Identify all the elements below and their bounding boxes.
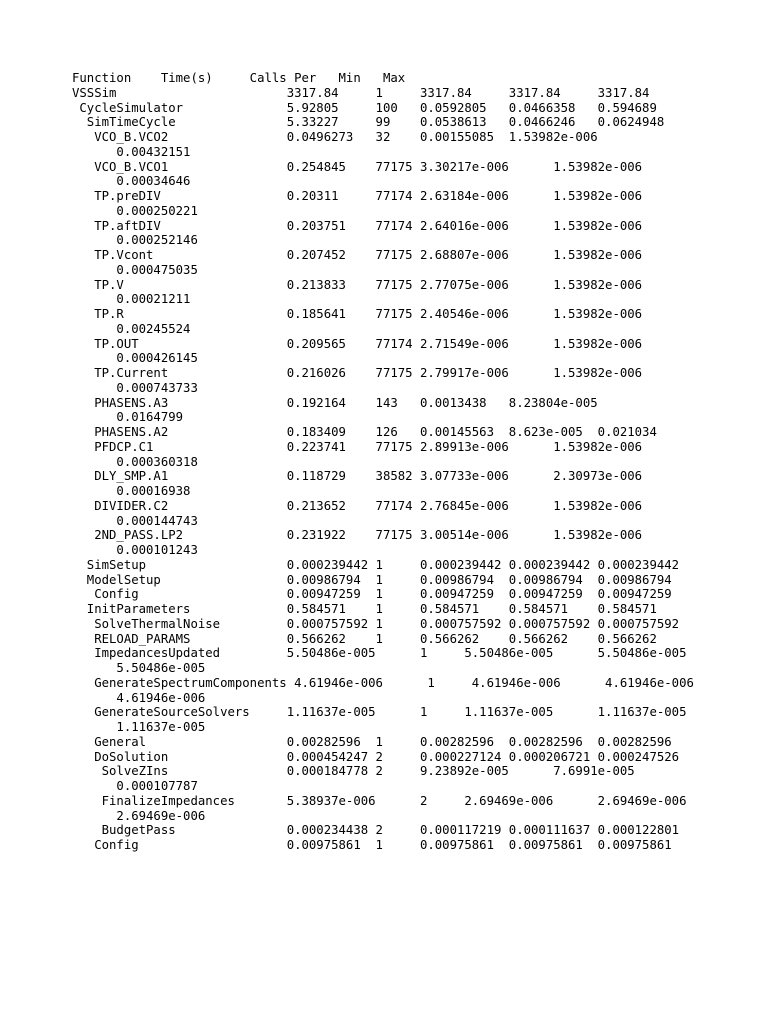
report-line: TP.V 0.213833 77175 2.77075e-006 1.53982e-006 [72,277,643,292]
report-line: 2.69469e-006 [72,808,206,823]
report-line: Config 0.00975861 1 0.00975861 0.00975861 0.00975861 [72,838,672,852]
report-line: 0.000475035 [72,262,198,277]
report-line: 2ND_PASS.LP2 0.231922 77175 3.00514e-006 1.53982e-006 [72,528,643,543]
report-line: Config 0.00947259 1 0.00947259 0.00947259 0.00947259 [72,587,672,602]
report-line: 0.000360318 [72,454,198,469]
report-line: 0.000107787 [72,779,198,793]
report-line: 0.000144743 [72,513,198,528]
report-line: 0.000101243 [72,543,198,557]
report-line: 0.0164799 [72,410,184,425]
report-line: GenerateSourceSolvers 1.11637e-005 1 1.11637e-005 1.11637e-005 [72,705,687,720]
report-line: 0.00245524 [72,321,191,336]
report-line: PHASENS.A2 0.183409 126 0.00145563 8.623e-005 0.021034 [72,425,657,439]
report-line: SolveThermalNoise 0.000757592 1 0.000757592 0.000757592 0.000757592 [72,616,680,631]
report-line: TP.Vcont 0.207452 77175 2.68807e-006 1.53982e-006 [72,248,643,262]
report-line: 0.000250221 [72,203,198,218]
report-line: TP.Current 0.216026 77175 2.79917e-006 1.53982e-006 [72,366,643,380]
report-line: 5.50486e-005 [72,661,206,675]
report-line: 0.000426145 [72,351,198,366]
report-line: SimTimeCycle 5.33227 99 0.0538613 0.0466246 0.0624948 [72,115,665,130]
profiler-report [72,71,694,853]
report-line: 0.00016938 [72,484,191,498]
report-line: PHASENS.A3 0.192164 143 0.0013438 8.23804e-005 [72,395,598,410]
report-line: 0.000743733 [72,380,198,395]
report-line: DIVIDER.C2 0.213652 77174 2.76845e-006 1.53982e-006 [72,498,643,513]
report-line: DLY_SMP.A1 0.118729 38582 3.07733e-006 2.30973e-006 [72,469,643,484]
report-line: 0.00021211 [72,292,191,307]
report-line: RELOAD_PARAMS 0.566262 1 0.566262 0.566262 0.566262 [72,631,657,646]
report-line: TP.OUT 0.209565 77174 2.71549e-006 1.53982e-006 [72,336,643,351]
report-line: BudgetPass 0.000234438 2 0.000117219 0.000111637 0.000122801 [72,823,680,838]
report-line: FinalizeImpedances 5.38937e-006 2 2.69469e-006 2.69469e-006 [72,793,687,808]
report-line: TP.R 0.185641 77175 2.40546e-006 1.53982e-006 [72,307,643,321]
report-line: 0.00432151 [72,144,191,159]
report-line: TP.aftDIV 0.203751 77174 2.64016e-006 1.53982e-006 [72,218,643,233]
report-line: GenerateSpectrumComponents 4.61946e-006 1 4.61946e-006 4.61946e-006 [72,675,694,690]
report-line: VCO_B.VCO2 0.0496273 32 0.00155085 1.53982e-006 [72,130,598,144]
report-line: 1.11637e-005 [72,720,206,734]
report-line: TP.preDIV 0.20311 77174 2.63184e-006 1.53982e-006 [72,189,643,203]
report-line: InitParameters 0.584571 1 0.584571 0.584571 0.584571 [72,602,657,616]
report-line: 4.61946e-006 [72,690,206,705]
report-line: ImpedancesUpdated 5.50486e-005 1 5.50486e-005 5.50486e-005 [72,646,687,661]
report-line: DoSolution 0.000454247 2 0.000227124 0.000206721 0.000247526 [72,749,680,764]
report-line: CycleSimulator 5.92805 100 0.0592805 0.0466358 0.594689 [72,100,657,115]
report-line: General 0.00282596 1 0.00282596 0.00282596 0.00282596 [72,734,672,749]
report-line: 0.000252146 [72,233,198,248]
report-line: PFDCP.C1 0.223741 77175 2.89913e-006 1.53982e-006 [72,439,643,454]
report-line: SimSetup 0.000239442 1 0.000239442 0.000239442 0.000239442 [72,557,680,572]
report-line: SolveZIns 0.000184778 2 9.23892e-005 7.6991e-005 [72,764,635,779]
report-line: 0.00034646 [72,174,191,189]
report-line: VSSSim 3317.84 1 3317.84 3317.84 3317.84 [72,85,650,100]
report-header-line: Function Time(s) Calls Per Min Max [72,71,406,85]
report-line: VCO_B.VCO1 0.254845 77175 3.30217e-006 1.53982e-006 [72,159,643,174]
report-line: ModelSetup 0.00986794 1 0.00986794 0.00986794 0.00986794 [72,572,672,587]
